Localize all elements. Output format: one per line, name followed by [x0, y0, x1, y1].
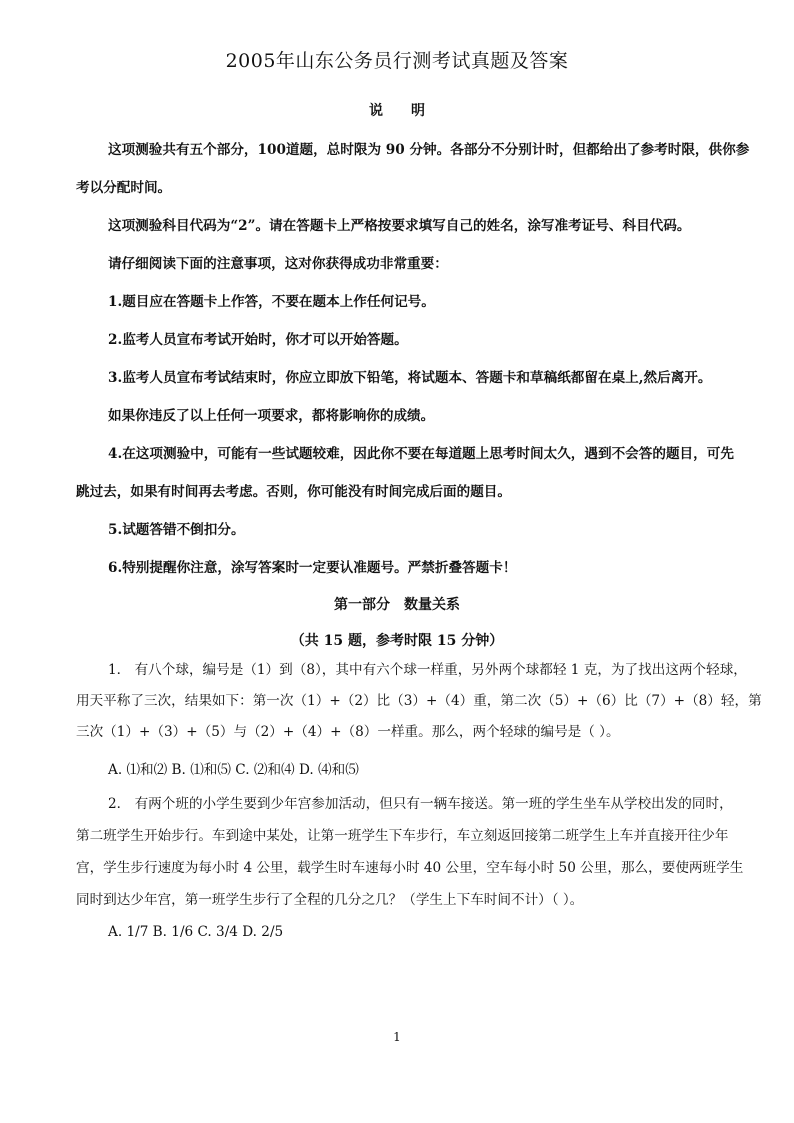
question-1-line-1: 1． 有八个球，编号是（1）到（8），其中有六个球一样重，另外两个球都轻 1 克，为了找出这两个轻球，: [108, 662, 747, 678]
intro-paragraph-3: 请仔细阅读下面的注意事项，这对你获得成功非常重要：: [108, 256, 448, 272]
question-2-line-3: 宫，学生步行速度为每小时 4 公里，载学生时车速每小时 40 公里，空车每小时 50 公里，那么，要使两班学生: [76, 860, 744, 876]
question-2-line-2: 第二班学生开始步行。车到途中某处，让第一班学生下车步行，车立刻返回接第二班学生上车并直接开往少年: [76, 828, 729, 844]
note-2: 2.监考人员宣布考试开始时，你才可以开始答题。: [108, 332, 408, 348]
question-2-line-1: 2． 有两个班的小学生要到少年宫参加活动，但只有一辆车接送。第一班的学生坐车从学校出发的同时，: [108, 796, 733, 812]
note-3-continued: 如果你违反了以上任何一项要求，都将影响你的成绩。: [108, 408, 435, 424]
question-1-line-3: 三次（1）+（3）+（5）与（2）+（4）+（8）一样重。那么，两个轻球的编号是（ ）。: [76, 724, 620, 740]
question-2-options: A. 1/7 B. 1/6 C. 3/4 D. 2/5: [108, 924, 284, 940]
section-heading-instructions: 说 明: [369, 103, 425, 119]
note-4-line-1: 4.在这项测验中，可能有一些试题较难，因此你不要在每道题上思考时间太久，遇到不会答的题目，可先: [108, 446, 734, 462]
part1-heading: 第一部分 数量关系: [334, 597, 460, 613]
question-2-line-4: 同时到达少年宫，第一班学生步行了全程的几分之几？（学生上下车时间不计）（ ）。: [76, 892, 584, 908]
document-title: 2005年山东公务员行测考试真题及答案: [225, 50, 569, 72]
intro-paragraph-2: 这项测验科目代码为“2”。请在答题卡上严格按要求填写自己的姓名，涂写准考证号、科目代码。: [108, 218, 691, 234]
intro-paragraph-1-line-2: 考以分配时间。: [76, 180, 172, 196]
part1-subheading: （共 15 题，参考时限 15 分钟）: [290, 633, 504, 649]
intro-paragraph-1-line-1: 这项测验共有五个部分，100道题，总时限为 90 分钟。各部分不分别计时，但都给出了参考时限，供你参: [108, 142, 750, 158]
note-5: 5.试题答错不倒扣分。: [108, 522, 245, 538]
note-6: 6.特别提醒你注意，涂写答案时一定要认准题号。严禁折叠答题卡！: [108, 560, 517, 576]
note-4-line-2: 跳过去，如果有时间再去考虑。否则，你可能没有时间完成后面的题目。: [76, 484, 511, 500]
page-number: 1: [393, 1030, 401, 1044]
note-3: 3.监考人员宣布考试结束时，你应立即放下铅笔，将试题本、答题卡和草稿纸都留在桌上,然后离开。: [108, 370, 712, 386]
question-1-line-2: 用天平称了三次，结果如下：第一次（1）+（2）比（3）+（4）重，第二次（5）+（6）比（7）+（8）轻，第: [76, 693, 762, 709]
question-1-options: A. ⑴和⑵ B. ⑴和⑸ C. ⑵和⑷ D. ⑷和⑸: [108, 762, 359, 778]
note-1: 1.题目应在答题卡上作答，不要在题本上作任何记号。: [108, 294, 435, 310]
